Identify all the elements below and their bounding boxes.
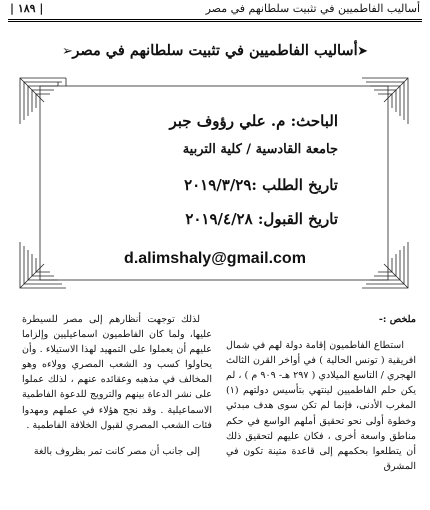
arrow-left-icon: ➤ bbox=[357, 44, 368, 59]
body-paragraph-2: إلى جانب أن مصر كانت تمر بظروف بالغة bbox=[33, 445, 200, 457]
body-paragraph-1: لذلك توجهت أنظارهم إلى مصر للسيطرة عليها، ولما كان الفاطميون اسماعيليين وإلزاما عليهم أن يعملوا على التمهيد لهذا الاستيلاء . وأن يحاولوا كسب ود الشعب المصري وولاءه وهو المخالف في مذهبه وعقائده عنهم ، لذلك عملوا على نشر الدعاة بينهم والترويج للدعوة الفاطمية الاسماعيلية . وقد نجح هؤلاء في عملهم ومهدوا فئات الشعب المصري لقبول الخلافة الفاطمية . bbox=[22, 314, 212, 431]
corner-ornament-top-left bbox=[20, 78, 66, 124]
author-email: d.alimshaly@gmail.com bbox=[124, 250, 306, 267]
abstract-column bbox=[226, 312, 416, 474]
corner-ornament-top-right bbox=[362, 78, 408, 124]
author-name: الباحث: م. علي رؤوف جبر bbox=[169, 112, 338, 130]
accepted-date: تاريخ القبول: ٢٠١٩/٤/٢٨ bbox=[185, 210, 338, 228]
page-number: | ١٨٩ | bbox=[10, 2, 44, 15]
abstract-body: استطاع الفاطميون إقامة دولة لهم في شمال افريقية ( تونس الحالية ) في أواخر القرن الثالث الهجري / التاسع الميلادي ( ٢٩٧ هـ- ٩٠٩ م ) ، لم يكن حلم الفاطميين لينتهي بتأسيس دولتهم (١) المغرب الأدنى، فإنما لم تكن سوى هدف مبدئي وخطوة أولى نحو تحقيق أملهم الواسع في حكم مناطق واسعة أخرى ، فكان عليهم لتحقيق ذلك أن يتطلعوا بحكمهم إلى قاعدة متينة تكون في المشرق bbox=[226, 340, 416, 472]
article-title: أساليب الفاطميين في تثبيت سلطانهم في مصر bbox=[72, 42, 358, 59]
received-date: تاريخ الطلب :٢٠١٩/٣/٢٩ bbox=[184, 176, 338, 194]
header-rule bbox=[8, 19, 422, 22]
abstract-heading: ملخص :- bbox=[378, 314, 416, 325]
arrow-right-icon: ➢ bbox=[62, 44, 73, 59]
page-header bbox=[8, 0, 422, 22]
running-title: أساليب الفاطميين في تثبيت سلطانهم في مصر bbox=[205, 2, 420, 15]
body-column bbox=[22, 312, 212, 459]
author-affiliation: جامعة القادسية / كلية التربية bbox=[182, 142, 338, 157]
